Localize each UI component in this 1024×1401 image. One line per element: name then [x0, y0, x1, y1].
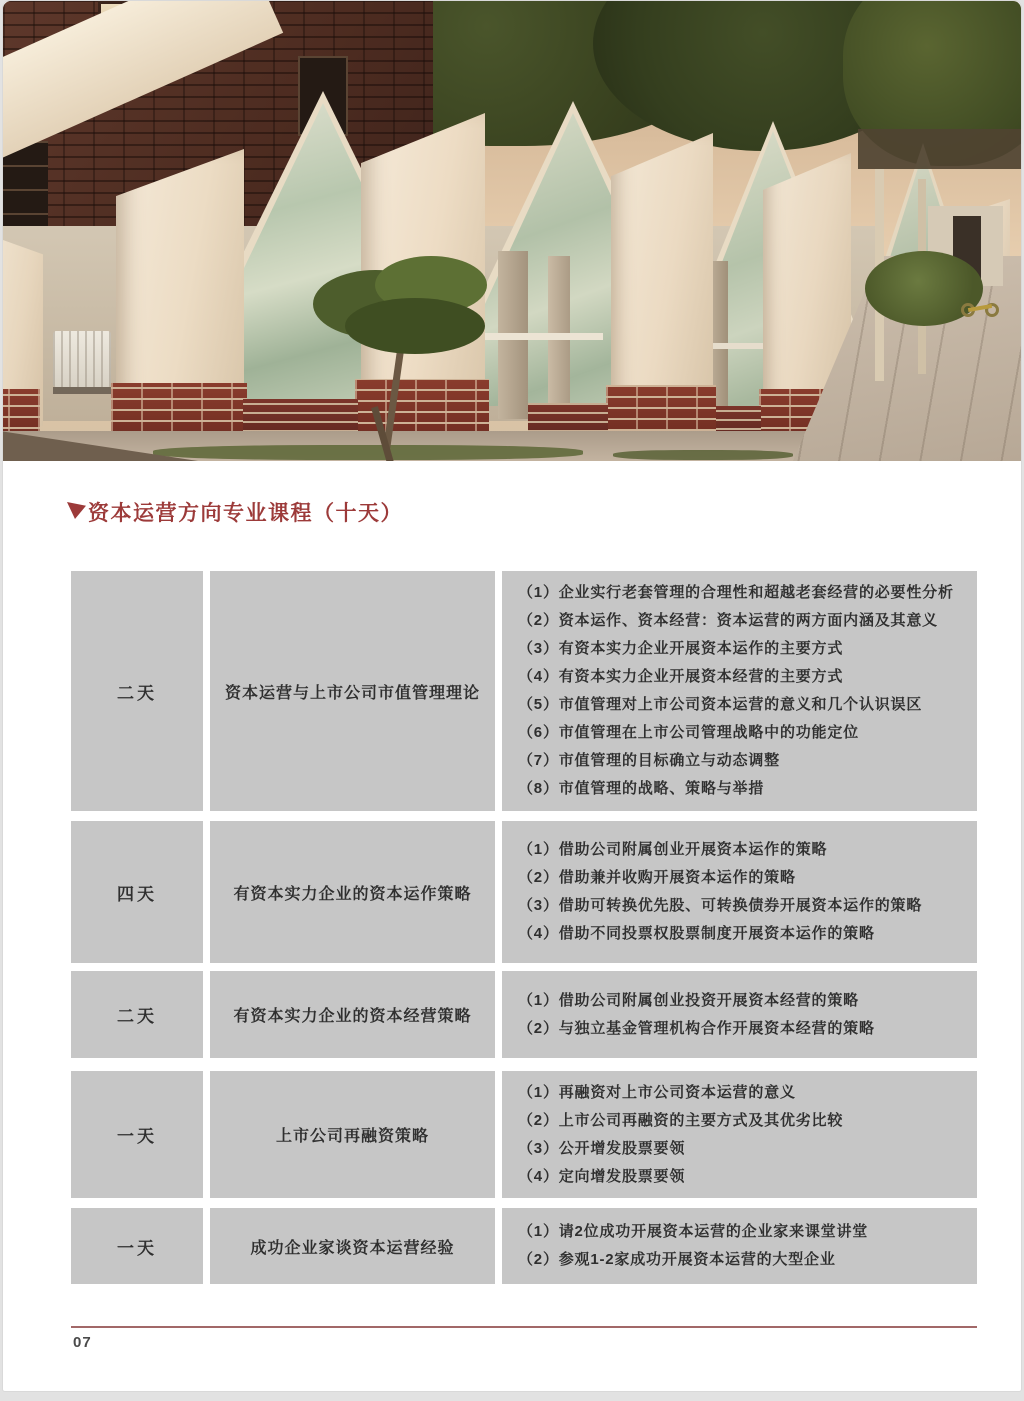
table-row	[71, 1208, 977, 1284]
row-course-title: 资本运营与上市公司市值管理理论	[210, 571, 495, 811]
footer-rule	[71, 1326, 977, 1328]
row-course-content	[502, 1208, 977, 1284]
page-number: 07	[73, 1334, 92, 1351]
small-tree	[313, 256, 508, 461]
course-item: （1）再融资对上市公司资本运营的意义	[518, 1083, 796, 1101]
course-item: （1）借助公司附属创业开展资本运作的策略	[518, 841, 828, 858]
section-marker-triangle-icon	[67, 502, 86, 519]
course-item: （3）借助可转换优先股、可转换债券开展资本运作的策略	[518, 897, 923, 914]
course-item: （4）定向增发股票要领	[518, 1167, 686, 1185]
bicycle	[961, 297, 1003, 319]
ac-unit	[53, 331, 111, 387]
row-course-title: 上市公司再融资策略	[210, 1071, 495, 1198]
table-row	[71, 821, 977, 963]
table-row	[71, 1071, 977, 1198]
course-item: （2）上市公司再融资的主要方式及其优劣比较	[518, 1111, 844, 1129]
row-days: 一天	[71, 1208, 203, 1284]
row-course-title: 有资本实力企业的资本经营策略	[210, 971, 495, 1058]
course-item: （8）市值管理的战略、策略与举措	[518, 780, 765, 797]
tree-foliage	[345, 298, 485, 354]
course-item: （3）公开增发股票要领	[518, 1139, 686, 1157]
row-course-content	[502, 971, 977, 1058]
course-item: （4）借助不同投票权股票制度开展资本运作的策略	[518, 925, 875, 942]
course-item: （2）参观1-2家成功开展资本运营的大型企业	[518, 1251, 836, 1268]
course-item: （4）有资本实力企业开展资本经营的主要方式	[518, 668, 844, 685]
course-item: （2）借助兼并收购开展资本运作的策略	[518, 869, 796, 886]
course-item: （2）与独立基金管理机构合作开展资本经营的策略	[518, 1019, 875, 1037]
row-course-content	[502, 571, 977, 811]
tree-trunk	[383, 338, 405, 448]
section-title: 资本运营方向专业课程（十天）	[88, 502, 403, 525]
row-course-content	[502, 1071, 977, 1198]
walkway-roof-beam	[858, 129, 1021, 169]
course-item: （6）市值管理在上市公司管理战略中的功能定位	[518, 724, 859, 741]
course-item: （1）请2位成功开展资本运营的企业家来课堂讲堂	[518, 1223, 869, 1240]
row-course-content	[502, 821, 977, 963]
grass-strip	[613, 450, 793, 460]
row-days: 一天	[71, 1071, 203, 1198]
row-course-title: 成功企业家谈资本运营经验	[210, 1208, 495, 1284]
course-item: （1）企业实行老套管理的合理性和超越老套经营的必要性分析	[518, 584, 954, 601]
ac-unit-shadow	[53, 387, 111, 394]
course-table	[71, 571, 977, 1286]
table-row	[71, 571, 977, 811]
section-header	[67, 501, 403, 527]
table-row	[71, 971, 977, 1058]
course-item: （5）市值管理对上市公司资本运营的意义和几个认识误区	[518, 696, 923, 713]
row-course-title: 有资本实力企业的资本运作策略	[210, 821, 495, 963]
course-item: （7）市值管理的目标确立与动态调整	[518, 752, 780, 769]
row-days: 四天	[71, 821, 203, 963]
pavilion-column	[611, 133, 713, 421]
row-days: 二天	[71, 971, 203, 1058]
course-item: （3）有资本实力企业开展资本运作的主要方式	[518, 640, 844, 657]
campus-pavilion-photo	[3, 1, 1021, 461]
row-days: 二天	[71, 571, 203, 811]
course-item: （2）资本运作、资本经营：资本运营的两方面内涵及其意义	[518, 612, 938, 629]
brochure-page	[2, 0, 1022, 1392]
course-item: （1）借助公司附属创业投资开展资本经营的策略	[518, 991, 859, 1009]
